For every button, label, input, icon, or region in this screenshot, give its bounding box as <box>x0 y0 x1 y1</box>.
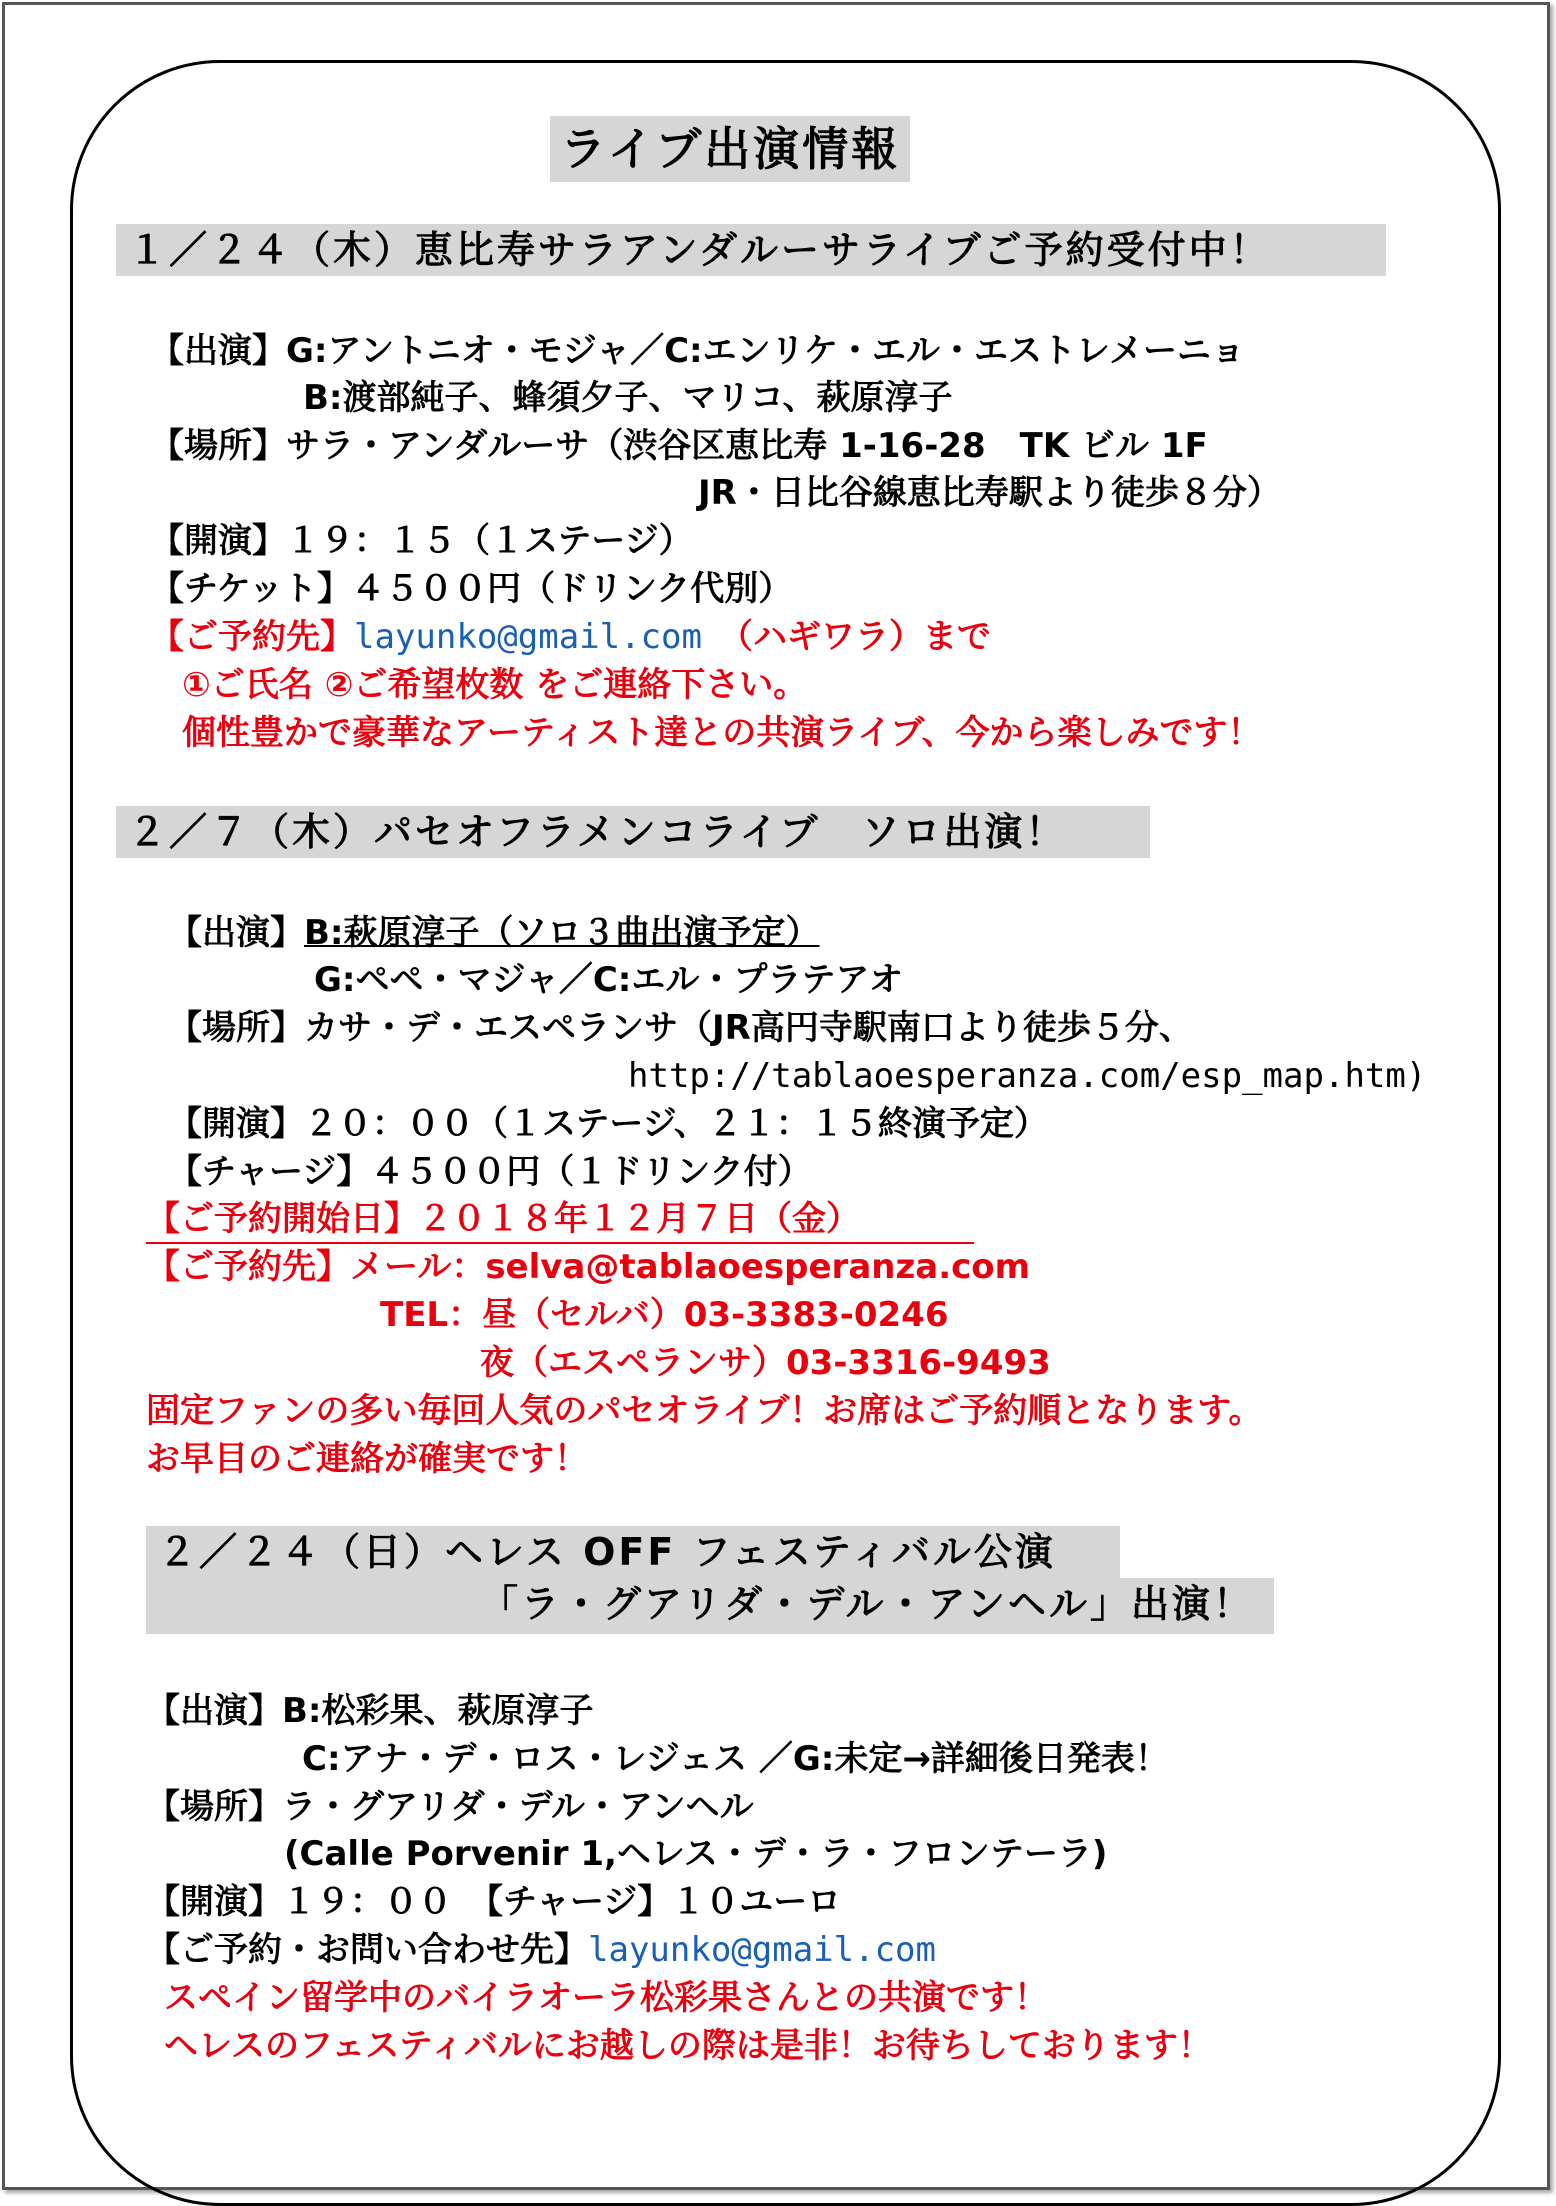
reservation-contact-name: （ハギワラ）まで <box>702 617 991 657</box>
event-3-note: ヘレスのフェスティバルにお越しの際は是非！お待ちしております！ <box>164 2026 1212 2066</box>
event-3-heading-line2: 「ラ・グアリダ・デル・アンヘル」出演！ <box>146 1578 1274 1634</box>
page-title: ライブ出演情報 <box>550 116 910 182</box>
event-1-line: 【場所】サラ・アンダルーサ（渋谷区恵比寿 1-16-28 TK ビル 1F <box>150 426 1208 466</box>
event-1-note: 個性豊かで豪華なアーティスト達との共演ライブ、今から楽しみです！ <box>182 713 1262 753</box>
email-link[interactable]: layunko@gmail.com <box>588 1930 936 1970</box>
event-2-reservation: 【ご予約先】メール：selva@tablaoesperanza.com <box>146 1247 1031 1287</box>
event-1-line: B:渡部純子、蜂須夕子、マリコ、萩原淳子 <box>303 378 953 418</box>
event-2-line: 【開演】２０：００（１ステージ、２１：１５終演予定） <box>168 1104 1048 1144</box>
performers-label: 【出演】 <box>168 913 304 953</box>
event-2-note: 固定ファンの多い毎回人気のパセオライブ！お席はご予約順となります。 <box>146 1391 1263 1431</box>
contact-label: 【ご予約・お問い合わせ先】 <box>146 1930 588 1970</box>
event-1-heading: １／２４（木）恵比寿サラアンダルーサライブご予約受付中！ <box>116 224 1386 276</box>
event-2-url: http://tablaoesperanza.com/esp_map.htm) <box>628 1056 1427 1096</box>
event-1-reservation <box>150 614 991 660</box>
event-1-line: 【チケット】４５００円（ドリンク代別） <box>150 569 793 609</box>
event-3-line: 【出演】B:松彩果、萩原淳子 <box>146 1691 594 1731</box>
event-2-phone-day: TEL：昼（セルバ）03-3383-0246 <box>380 1295 949 1335</box>
event-3-address: (Calle Porvenir 1,ヘレス・デ・ラ・フロンテーラ) <box>284 1834 1108 1874</box>
event-2-line: 【チャージ】４５００円（１ドリンク付） <box>168 1152 812 1192</box>
event-3-note: スペイン留学中のバイラオーラ松彩果さんとの共演です！ <box>164 1978 1048 2018</box>
event-1-line: JR・日比谷線恵比寿駅より徒歩８分） <box>698 473 1281 513</box>
event-1-note: ①ご氏名 ②ご希望枚数 をご連絡下さい。 <box>182 665 808 705</box>
event-2-line: G:ペペ・マジャ／C:エル・プラテアオ <box>314 960 904 1000</box>
event-2-line: 【場所】カサ・デ・エスペランサ（JR高円寺駅南口より徒歩５分、 <box>168 1008 1193 1048</box>
reservation-label: 【ご予約先】 <box>150 617 354 657</box>
event-2-heading: ２／７（木）パセオフラメンコライブ ソロ出演！ <box>116 806 1150 858</box>
event-1-line: 【開演】１９：１５（１ステージ） <box>150 521 693 561</box>
event-3-heading-line1: ２／２４（日）ヘレス OFF フェスティバル公演 <box>146 1526 1120 1578</box>
event-2-note: お早目のご連絡が確実です！ <box>146 1439 588 1479</box>
event-2-line <box>168 910 820 956</box>
email-link[interactable]: layunko@gmail.com <box>354 617 702 657</box>
event-3-line: 【開演】１９：００ 【チャージ】１０ユーロ <box>146 1882 842 1922</box>
event-2-phone-night: 夜（エスペランサ）03-3316-9493 <box>480 1343 1051 1383</box>
event-3-line: C:アナ・デ・ロス・レジェス ／G:未定→詳細後日発表！ <box>302 1739 1169 1779</box>
event-3-line: 【場所】ラ・グアリダ・デル・アンヘル <box>146 1787 754 1827</box>
performers-underlined: B:萩原淳子（ソロ３曲出演予定） <box>304 913 820 953</box>
event-2-reservation-start: 【ご予約開始日】２０１８年１２月７日（金） <box>146 1196 974 1244</box>
event-1-line: 【出演】G:アントニオ・モジャ／C:エンリケ・エル・エストレメーニョ <box>150 331 1245 371</box>
event-3-contact <box>146 1927 936 1973</box>
